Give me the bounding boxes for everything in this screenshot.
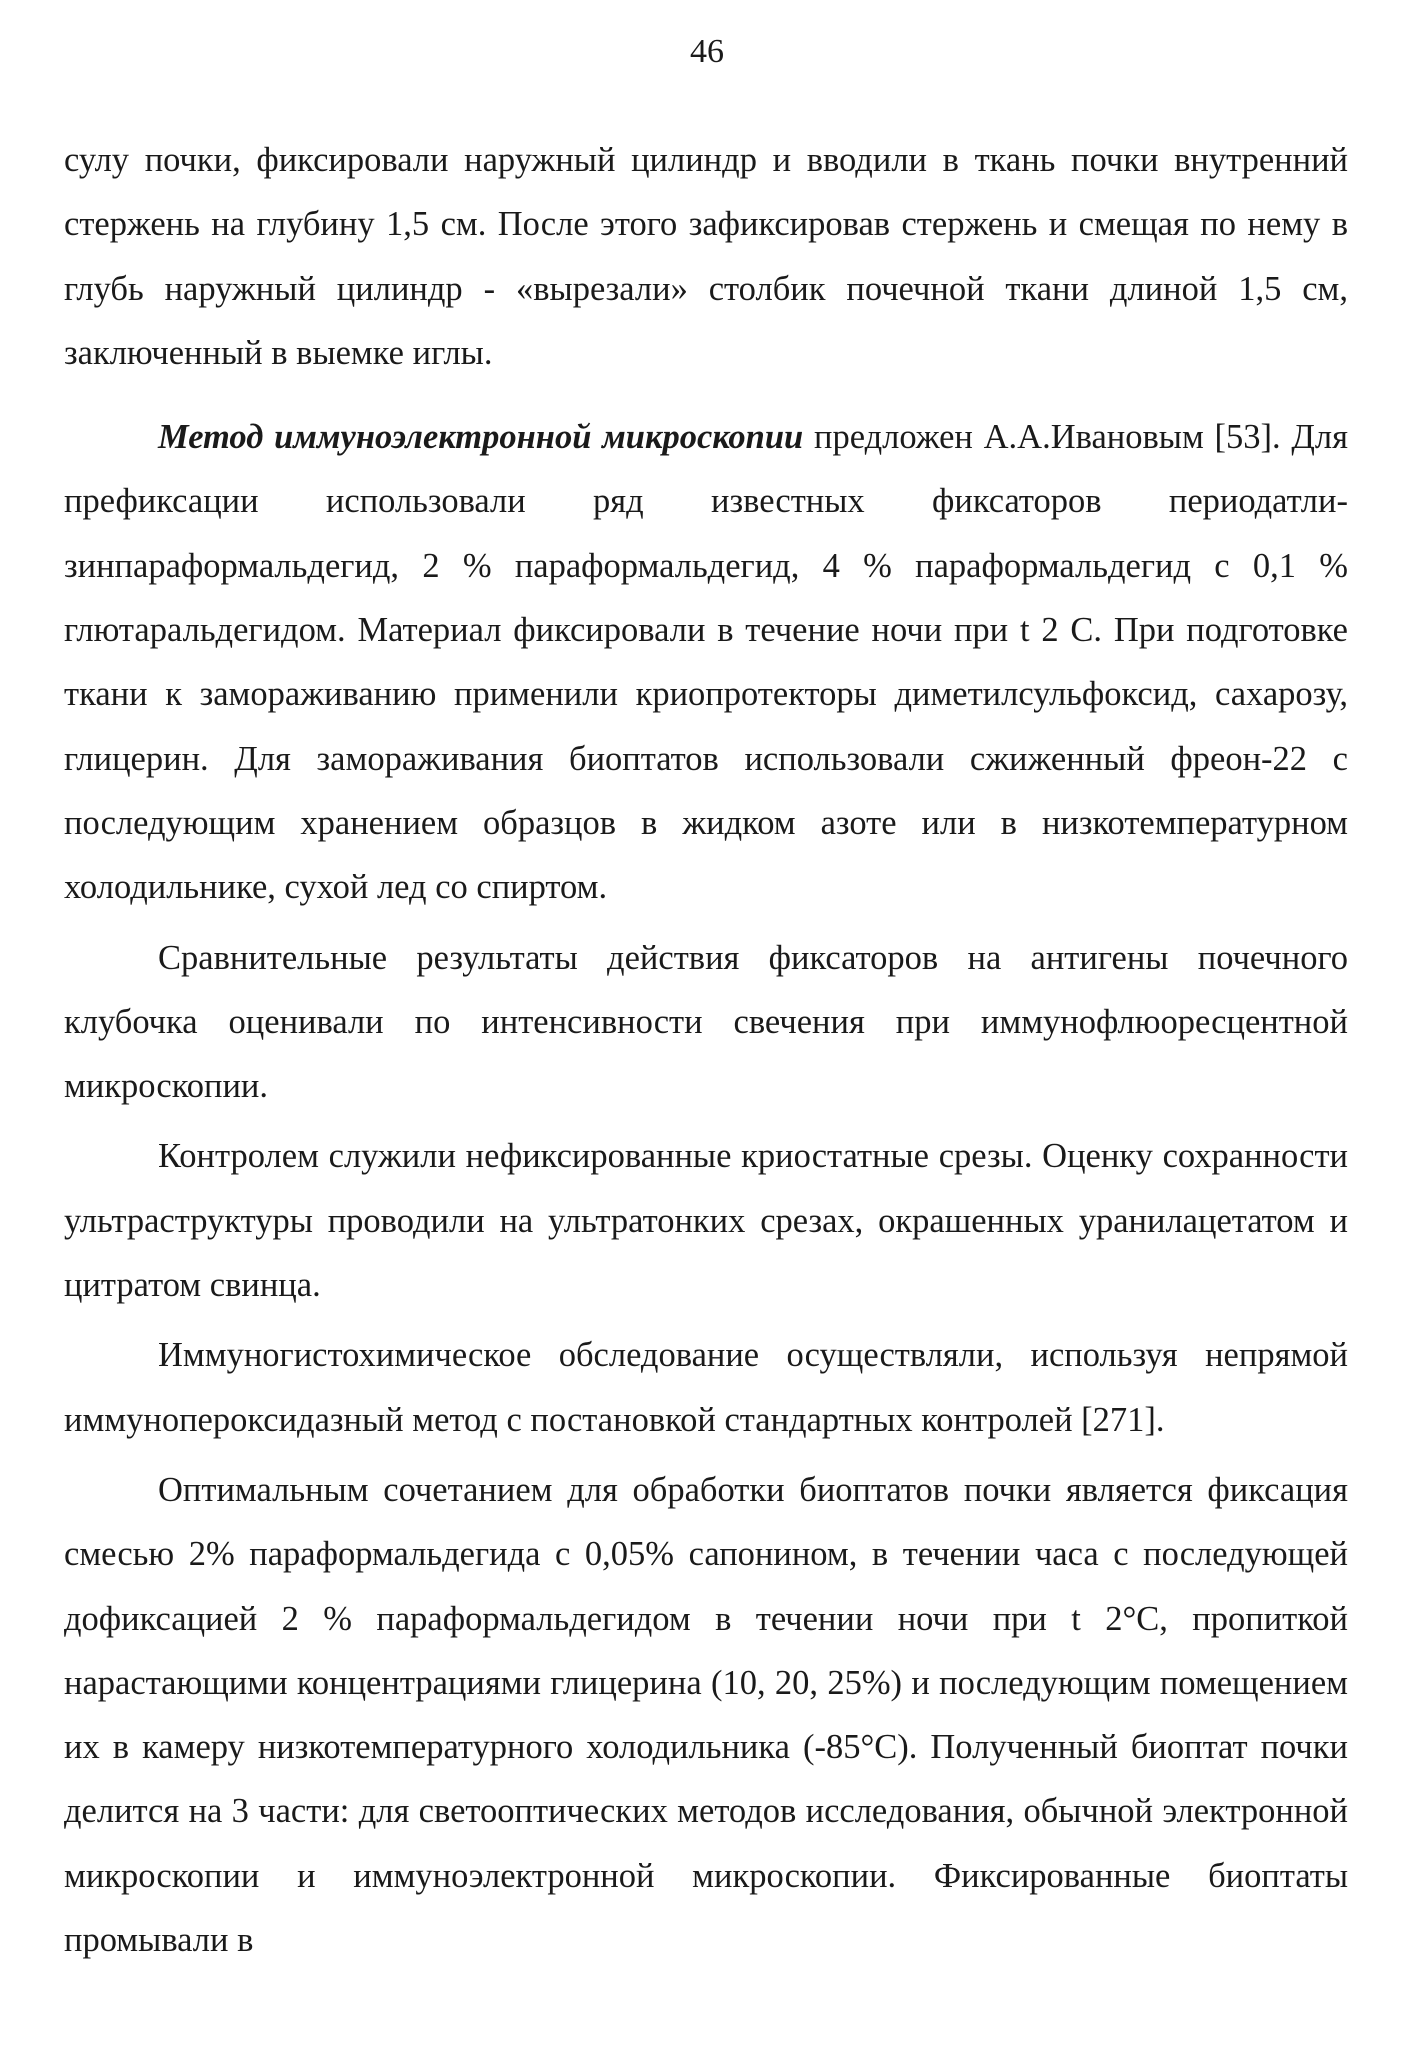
page-number: 46 <box>690 33 724 70</box>
body-text <box>64 128 1348 1972</box>
paragraph-2-text: предложен А.А.Ивановым [53]. Для префиксации использовали ряд известных фиксаторов периодатлизинпараформальдегид, 2 % параформальдегид, 4 % параформальдегид с 0,1 % глютаральдегидом. Материал фиксировали в течение ночи при t 2 С. При подготовке ткани к замораживанию применили криопротекторы диметилсульфоксид, сахарозу, глицерин. Для замораживания биоптатов использовали сжиженный фреон-22 с последующим хранением образцов в жидком азоте или в низкотемпературном холодильнике, сухой лед со спиртом. <box>64 418 1348 907</box>
paragraph-5: Иммуногистохимическое обследование осуществляли, используя непрямой иммунопероксидазный метод с постановкой стандартных контролей [271]. <box>64 1336 1348 1439</box>
paragraph-2-emphasis: Метод иммуноэлектронной микроскопии <box>158 418 804 457</box>
paragraph-3: Сравнительные результаты действия фиксаторов на антигены почечного клубочка оценивали по интенсивности свечения при иммунофлюоресцентной микроскопии. <box>64 938 1348 1106</box>
paragraph-6: Оптимальным сочетанием для обработки биоптатов почки является фиксация смесью 2% параформальдегида с 0,05% сапонином, в течении часа с последующей дофиксацией 2 % параформальдегидом в течении ночи при t 2°С, пропиткой нарастающими концентрациями глицерина (10, 20, 25%) и последующим помещением их в камеру низкотемпературного холодильника (-85°С). Полученный биоптат почки делится на 3 части: для светооптических методов исследования, обычной электронной микроскопии и иммуноэлектронной микроскопии. Фиксированные биоптаты промывали в <box>64 1470 1348 1960</box>
paragraph-1: сулу почки, фиксировали наружный цилиндр и вводили в ткань почки внутренний стержень на глубину 1,5 см. После этого зафиксировав стержень и смещая по нему в глубь наружный цилиндр - «вырезали» столбик почечной ткани длиной 1,5 см, заключенный в выемке иглы. <box>64 141 1348 372</box>
paragraph-2 <box>64 405 1348 919</box>
paragraph-4: Контролем служили нефиксированные криостатные срезы. Оценку сохранности ультраструктуры проводили на ультратонких срезах, окрашенных уранилацетатом и цитратом свинца. <box>64 1137 1348 1305</box>
